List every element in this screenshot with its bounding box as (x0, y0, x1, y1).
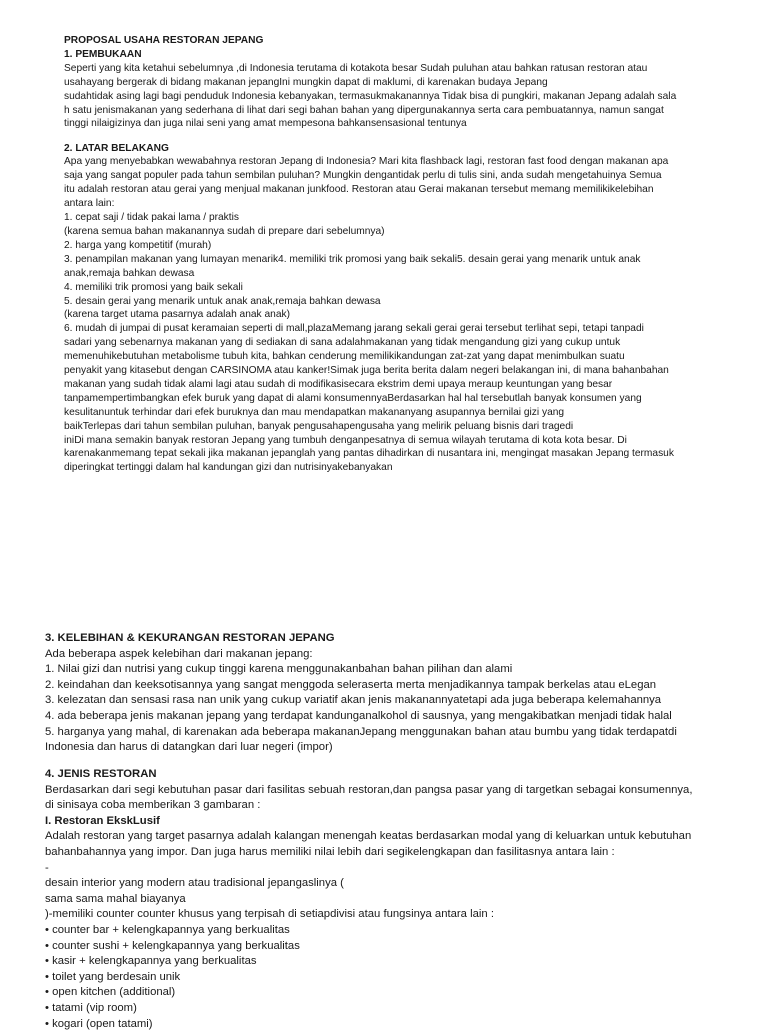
text-line: tinggi nilaigizinya dan juga nilai seni yang amat mempesona bahkansensasional tentunya (64, 118, 467, 130)
section-heading: PROPOSAL USAHA RESTORAN JEPANG (64, 35, 264, 46)
text-line: )-memiliki counter counter khusus yang terpisah di setiapdivisi atau fungsinya antara lain : (45, 908, 494, 921)
text-line: sadari yang sebenarnya makanan yang di sediakan di sana adalahmakanan yang tidak mengandung gizi yang cukup untuk (64, 337, 621, 349)
text-line: - (45, 861, 49, 874)
text-line: karenakanmemang tepat sekali jika makanan jepanglah yang pantas dihadirkan di nusantara ini, mengingat masakan Jepang termasuk (64, 448, 674, 460)
section-heading: 1. PEMBUKAAN (64, 48, 142, 60)
text-line: Berdasarkan dari segi kebutuhan pasar dari fasilitas sebuah restoran,dan pangsa pasar yang di targetkan sebagai konsumennya, (45, 783, 693, 796)
text-line: (karena target utama pasarnya adalah anak anak) (64, 309, 290, 321)
document-page-section-one (64, 34, 714, 475)
section-heading: I. Restoran EkskLusif (45, 814, 160, 827)
text-line: Indonesia dan harus di datangkan dari luar negeri (impor) (45, 741, 333, 754)
text-line: tanpamempertimbangkan efek buruk yang dapat di alami konsumennyaBerdasarkan hal hal tersebutlah banyak konsumen yang (64, 392, 642, 404)
text-line: memenuhikebutuhan metabolisme tubuh kita, bahkan cenderung memilikikandungan zat-zat yang dapat menimbulkan suatu (64, 351, 625, 363)
text-line: kesulitanuntuk terhindar dari efek buruknya dan mau mendapatkan makananyang asupannya bernilai gizi yang (64, 406, 565, 418)
text-line: diperingkat tertinggi dalam hal kandungan gizi dan nutrisinyakebanyakan (64, 462, 393, 474)
text-line: 3. kelezatan dan sensasi rasa nan unik yang cukup variatif akan jenis makanannyatetapi ada juga beberapa kelemahannya (45, 694, 662, 707)
text-line: (karena semua bahan makanannya sudah di prepare dari sebelumnya) (64, 225, 385, 237)
text-line: sudahtidak asing lagi bagi penduduk Indonesia kebanyakan, termasukmakanannya Tidak bisa di pungkiri, makanan Jepang adalah sala (64, 90, 677, 102)
text-line: • counter bar + kelengkapannya yang berkualitas (45, 923, 290, 936)
text-line: 5. harganya yang mahal, di karenakan ada beberapa makananJepang menggunakan bahan atau bumbu yang tidak terdapatdi (45, 725, 677, 738)
text-line: 4. ada beberapa jenis makanan jepang yang terdapat kandunganalkohol di sausnya, yang mengakibatkan menjadi tidak halal (45, 709, 672, 722)
text-line: makanan yang sudah tidak alami lagi atau sudah di modifikasisecara ekstrim demi upaya meraup keuntungan yang besar (64, 378, 613, 390)
section-heading: 4. JENIS RESTORAN (45, 768, 157, 781)
text-line: sama sama mahal biayanya (45, 892, 186, 905)
text-line: iniDi mana semakin banyak restoran Jepang yang tumbuh denganpesatnya di semua wilayah terutama di kota kota besar. Di (64, 434, 627, 446)
text-line: penyakit yang kitasebut dengan CARSINOMA atau kanker!Simak juga berita berita dalam negeri belakangan ini, di mana bahanbahan (64, 365, 669, 377)
text-line: • toilet yang berdesain unik (45, 970, 181, 983)
text-line: Adalah restoran yang target pasarnya adalah kalangan menengah keatas berdasarkan modal yang di keluarkan untuk kebutuhan (45, 830, 692, 843)
text-line: desain interior yang modern atau tradisional jepangaslinya ( (45, 877, 344, 890)
text-line: 2. keindahan dan keeksotisannya yang sangat menggoda seleraserta merta menjadikannya tampak berkelas atau eLegan (45, 678, 657, 691)
text-line: antara lain: (64, 198, 115, 210)
text-line: 6. mudah di jumpai di pusat keramaian seperti di mall,plazaMemang jarang sekali gerai gerai tersebut terlihat sepi, tetapi tanpadi (64, 323, 644, 335)
text-line: usahayang bergerak di bidang makanan jepangIni mungkin dapat di maklumi, di karenakan budaya Jepang (64, 76, 548, 88)
text-line: Seperti yang kita ketahui sebelumnya ,di Indonesia terutama di kotakota besar Sudah puluhan atau bahkan ratusan restoran atau (64, 62, 648, 74)
text-line: • kogari (open tatami) (45, 1017, 153, 1030)
text-line: di sinisaya coba memberikan 3 gambaran : (45, 799, 261, 812)
text-line: • counter sushi + kelengkapannya yang berkualitas (45, 939, 300, 952)
text-line: bahanbahannya yang impor. Dan juga harus memiliki nilai lebih dari segikelengkapan dan fasilitasnya antara lain : (45, 846, 615, 859)
section-heading: 2. LATAR BELAKANG (64, 142, 169, 154)
text-line: • open kitchen (additional) (45, 986, 176, 999)
text-line: anak,remaja bahkan dewasa (64, 267, 195, 279)
text-line: 1. Nilai gizi dan nutrisi yang cukup tinggi karena menggunakanbahan bahan pilihan dan alami (45, 663, 513, 676)
text-line: 4. memiliki trik promosi yang baik sekali (64, 281, 243, 293)
text-line: h satu jenismakanan yang sederhana di lihat dari segi bahan bahan yang dipergunakannya serta cara pembuatannya, namun sangat (64, 104, 664, 116)
text-line (45, 756, 735, 767)
document-page-section-two (45, 631, 735, 1032)
text-line: Apa yang menyebabkan wewabahnya restoran Jepang di Indonesia? Mari kita flashback lagi, restoran fast food dengan makanan apa (64, 156, 669, 168)
text-line: 2. harga yang kompetitif (murah) (64, 239, 212, 251)
text-line (64, 131, 714, 141)
text-line: Ada beberapa aspek kelebihan dari makanan jepang: (45, 647, 313, 660)
section-heading: 3. KELEBIHAN & KEKURANGAN RESTORAN JEPANG (45, 632, 335, 644)
text-line: 3. penampilan makanan yang lumayan menarik4. memiliki trik promosi yang baik sekali5. desain gerai yang menarik untuk anak (64, 253, 641, 265)
text-line: • kasir + kelengkapannya yang berkualitas (45, 955, 257, 968)
text-line: itu adalah restoran atau gerai yang menjual makanan junkfood. Restoran atau Gerai makanan tersebut memang memilikikelebihan (64, 184, 654, 196)
text-line: baikTerlepas dari tahun sembilan puluhan, banyak pengusahapengusaha yang melirik peluang bisnis dari tragedi (64, 420, 574, 432)
text-line: 1. cepat saji / tidak pakai lama / praktis (64, 212, 239, 224)
text-line: • tatami (vip room) (45, 1001, 137, 1014)
text-line: 5. desain gerai yang menarik untuk anak anak,remaja bahkan dewasa (64, 295, 381, 307)
text-line: saja yang sangat populer pada tahun sembilan puluhan? Mungkin dengantidak perlu di tulis sini, anda sudah mengetahuinya Semua (64, 170, 662, 182)
